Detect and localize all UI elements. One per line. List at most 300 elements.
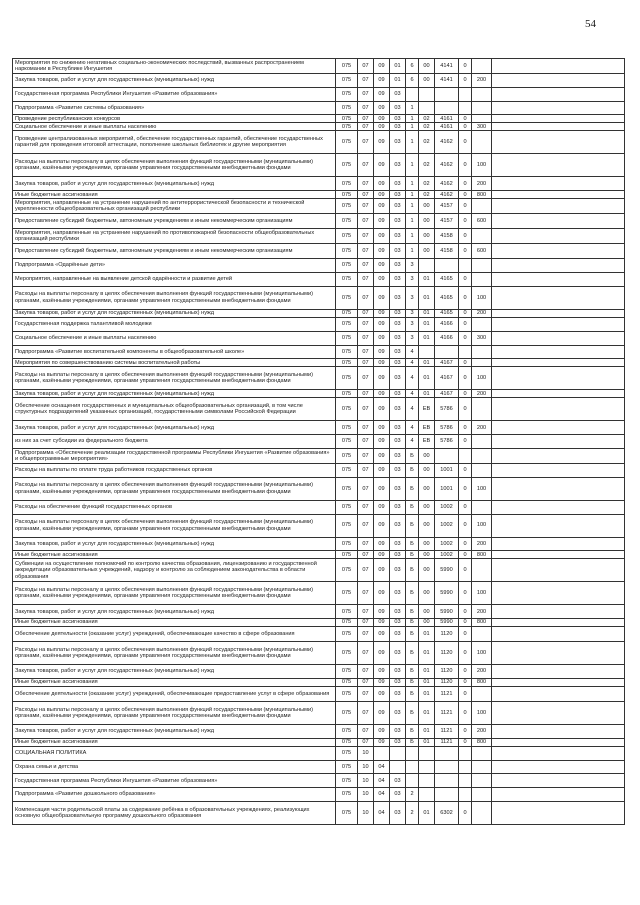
table-row: [13, 101, 625, 115]
code-extra-cell: 0: [459, 679, 472, 687]
code-program-cell: 03: [390, 500, 406, 514]
code-program-cell: 03: [390, 345, 406, 359]
row-name-cell: Закупка товаров, работ и услуг для государственных (муниципальных) нужд: [13, 665, 336, 679]
spacer-cell: [492, 59, 625, 74]
code-program-cell: 03: [390, 627, 406, 642]
code-direction-cell: 4162: [435, 191, 459, 199]
row-name-cell: Предоставление субсидий бюджетным, автономным учреждениям и иным некоммерческим организациям: [13, 244, 336, 259]
code-subsection-cell: 09: [374, 359, 390, 367]
row-name-cell: Мероприятия, направленные на устранение нарушений по антитеррористической безопасности и технической укрепленности общеобразовательных организаций республики: [13, 199, 336, 214]
code-direction-cell: [435, 760, 459, 774]
code-subsection-cell: 09: [374, 131, 390, 154]
code-direction-cell: 1002: [435, 514, 459, 537]
code-extra-cell: 0: [459, 619, 472, 627]
code-subsection-cell: 09: [374, 514, 390, 537]
row-name-cell: Иные бюджетные ассигнования: [13, 679, 336, 687]
code-program-cell: 03: [390, 191, 406, 199]
spacer-cell: [492, 214, 625, 229]
table-row: [13, 317, 625, 331]
code-section-cell: 07: [358, 273, 374, 287]
code-subprogram-cell: Б: [406, 738, 419, 746]
spacer-cell: [492, 131, 625, 154]
code-program-cell: 03: [390, 687, 406, 702]
row-name-cell: Расходы на выплаты персоналу в целях обеспечения выполнения функций государственными (муниципальными) органами, казёнными учреждениями, органами управления государственными внебюджетными фондами: [13, 286, 336, 309]
row-name-cell: Обеспечение деятельности (оказание услуг) учреждений, обеспечивающие качество в сфере образования: [13, 627, 336, 642]
spacer-cell: [492, 537, 625, 551]
budget-table: [12, 58, 625, 825]
spacer-cell: [492, 514, 625, 537]
code-program-cell: 03: [390, 398, 406, 421]
code-extra-cell: 0: [459, 559, 472, 582]
code-extra-cell: 0: [459, 390, 472, 398]
table-row: [13, 273, 625, 287]
code-admin-cell: 075: [336, 123, 358, 131]
code-direction-cell: 1001: [435, 463, 459, 477]
code-direction-cell: 4167: [435, 359, 459, 367]
code-subprogram-cell: Б: [406, 642, 419, 665]
code-direction-cell: [435, 448, 459, 463]
row-name-cell: Закупка товаров, работ и услуг для государственных (муниципальных) нужд: [13, 74, 336, 88]
code-subsection-cell: 09: [374, 702, 390, 725]
code-main-event-cell: [419, 259, 435, 273]
code-admin-cell: 075: [336, 244, 358, 259]
code-subsection-cell: 09: [374, 421, 390, 435]
code-section-cell: 07: [358, 177, 374, 191]
row-name-cell: Расходы на выплаты персоналу в целях обеспечения выполнения функций государственными (муниципальными) органами, казёнными учреждениями, органами управления государственными внебюджетными фондами: [13, 367, 336, 390]
code-direction-cell: 5990: [435, 605, 459, 619]
code-extra-cell: 0: [459, 582, 472, 605]
table-row: [13, 199, 625, 214]
code-program-cell: 03: [390, 477, 406, 500]
code-direction-cell: [435, 101, 459, 115]
code-expense-type-cell: 100: [472, 154, 492, 177]
code-section-cell: 07: [358, 582, 374, 605]
code-admin-cell: 075: [336, 191, 358, 199]
spacer-cell: [492, 448, 625, 463]
code-subsection-cell: 09: [374, 398, 390, 421]
code-admin-cell: 075: [336, 367, 358, 390]
table-row: [13, 537, 625, 551]
table-row: [13, 286, 625, 309]
code-main-event-cell: 00: [419, 59, 435, 74]
code-admin-cell: 075: [336, 605, 358, 619]
spacer-cell: [492, 642, 625, 665]
code-program-cell: 03: [390, 199, 406, 214]
code-extra-cell: 0: [459, 725, 472, 739]
code-section-cell: 10: [358, 746, 374, 760]
code-extra-cell: 0: [459, 738, 472, 746]
table-row: [13, 746, 625, 760]
code-program-cell: 03: [390, 273, 406, 287]
code-direction-cell: 4167: [435, 390, 459, 398]
code-main-event-cell: 01: [419, 273, 435, 287]
code-admin-cell: 075: [336, 500, 358, 514]
code-expense-type-cell: [472, 317, 492, 331]
code-subsection-cell: 09: [374, 199, 390, 214]
code-direction-cell: 4141: [435, 59, 459, 74]
code-main-event-cell: EB: [419, 435, 435, 449]
table-row: [13, 390, 625, 398]
table-row: [13, 463, 625, 477]
code-extra-cell: [459, 774, 472, 788]
spacer-cell: [492, 123, 625, 131]
code-admin-cell: 075: [336, 435, 358, 449]
code-admin-cell: 075: [336, 463, 358, 477]
code-section-cell: 07: [358, 87, 374, 101]
spacer-cell: [492, 774, 625, 788]
spacer-cell: [492, 244, 625, 259]
code-subprogram-cell: 4: [406, 435, 419, 449]
code-main-event-cell: 01: [419, 390, 435, 398]
row-name-cell: Государственная программа Республики Ингушетия «Развитие образования»: [13, 774, 336, 788]
code-direction-cell: [435, 87, 459, 101]
code-section-cell: 07: [358, 286, 374, 309]
code-admin-cell: 075: [336, 131, 358, 154]
row-name-cell: Расходы на выплаты персоналу в целях обеспечения выполнения функций государственными (муниципальными) органами, казёнными учреждениями, органами управления государственными внебюджетными фондами: [13, 582, 336, 605]
code-subsection-cell: 09: [374, 177, 390, 191]
code-extra-cell: [459, 345, 472, 359]
code-subprogram-cell: 2: [406, 788, 419, 802]
code-expense-type-cell: [472, 115, 492, 123]
spacer-cell: [492, 559, 625, 582]
code-direction-cell: [435, 259, 459, 273]
code-extra-cell: 0: [459, 191, 472, 199]
table-row: [13, 642, 625, 665]
code-section-cell: 07: [358, 74, 374, 88]
code-subprogram-cell: 1: [406, 214, 419, 229]
code-main-event-cell: 01: [419, 687, 435, 702]
code-expense-type-cell: 100: [472, 582, 492, 605]
code-program-cell: 03: [390, 131, 406, 154]
code-program-cell: 03: [390, 214, 406, 229]
code-main-event-cell: 02: [419, 154, 435, 177]
code-expense-type-cell: 100: [472, 367, 492, 390]
row-name-cell: Государственная поддержка талантливой молодежи: [13, 317, 336, 331]
code-subsection-cell: 09: [374, 738, 390, 746]
code-admin-cell: 075: [336, 665, 358, 679]
code-section-cell: 07: [358, 123, 374, 131]
code-expense-type-cell: 200: [472, 537, 492, 551]
code-subsection-cell: 09: [374, 725, 390, 739]
code-subsection-cell: 09: [374, 582, 390, 605]
code-section-cell: 07: [358, 642, 374, 665]
code-subsection-cell: 09: [374, 317, 390, 331]
code-extra-cell: 0: [459, 665, 472, 679]
code-subsection-cell: 09: [374, 191, 390, 199]
table-row: [13, 627, 625, 642]
code-section-cell: 07: [358, 514, 374, 537]
code-direction-cell: 6302: [435, 802, 459, 825]
code-subprogram-cell: 1: [406, 244, 419, 259]
code-direction-cell: 1121: [435, 738, 459, 746]
code-section-cell: 07: [358, 435, 374, 449]
code-direction-cell: 5990: [435, 619, 459, 627]
code-admin-cell: 075: [336, 74, 358, 88]
table-row: [13, 619, 625, 627]
code-subsection-cell: 09: [374, 627, 390, 642]
spacer-cell: [492, 154, 625, 177]
code-subprogram-cell: 1: [406, 101, 419, 115]
table-row: [13, 559, 625, 582]
row-name-cell: Закупка товаров, работ и услуг для государственных (муниципальных) нужд: [13, 537, 336, 551]
code-expense-type-cell: [472, 760, 492, 774]
code-main-event-cell: 01: [419, 359, 435, 367]
code-subsection-cell: 04: [374, 774, 390, 788]
code-subprogram-cell: Б: [406, 687, 419, 702]
code-extra-cell: 0: [459, 317, 472, 331]
spacer-cell: [492, 359, 625, 367]
code-section-cell: 07: [358, 551, 374, 559]
code-expense-type-cell: [472, 359, 492, 367]
row-name-cell: Расходы на обеспечение функций государственных органов: [13, 500, 336, 514]
code-program-cell: 03: [390, 259, 406, 273]
code-extra-cell: 0: [459, 551, 472, 559]
code-main-event-cell: 01: [419, 738, 435, 746]
code-program-cell: 03: [390, 619, 406, 627]
spacer-cell: [492, 309, 625, 317]
code-main-event-cell: [419, 760, 435, 774]
code-extra-cell: 0: [459, 537, 472, 551]
code-program-cell: 03: [390, 559, 406, 582]
code-program-cell: 01: [390, 59, 406, 74]
code-subprogram-cell: 4: [406, 359, 419, 367]
code-direction-cell: 5990: [435, 559, 459, 582]
spacer-cell: [492, 87, 625, 101]
spacer-cell: [492, 477, 625, 500]
code-subprogram-cell: Б: [406, 477, 419, 500]
code-expense-type-cell: [472, 687, 492, 702]
code-expense-type-cell: [472, 131, 492, 154]
table-row: [13, 74, 625, 88]
code-extra-cell: 0: [459, 398, 472, 421]
code-direction-cell: 1120: [435, 642, 459, 665]
code-subprogram-cell: Б: [406, 605, 419, 619]
code-extra-cell: 0: [459, 131, 472, 154]
code-section-cell: 10: [358, 802, 374, 825]
code-admin-cell: 075: [336, 582, 358, 605]
code-program-cell: 03: [390, 774, 406, 788]
code-extra-cell: 0: [459, 309, 472, 317]
code-subprogram-cell: Б: [406, 514, 419, 537]
code-program-cell: 03: [390, 87, 406, 101]
table-row: [13, 760, 625, 774]
code-main-event-cell: 00: [419, 582, 435, 605]
code-extra-cell: 0: [459, 627, 472, 642]
code-admin-cell: 075: [336, 725, 358, 739]
code-main-event-cell: [419, 101, 435, 115]
code-direction-cell: 4162: [435, 131, 459, 154]
code-expense-type-cell: [472, 746, 492, 760]
code-subprogram-cell: 3: [406, 331, 419, 345]
code-direction-cell: 5786: [435, 398, 459, 421]
code-direction-cell: 1002: [435, 537, 459, 551]
code-subprogram-cell: [406, 746, 419, 760]
table-row: [13, 802, 625, 825]
code-admin-cell: 075: [336, 802, 358, 825]
table-row: [13, 774, 625, 788]
code-program-cell: 03: [390, 802, 406, 825]
code-program-cell: 03: [390, 665, 406, 679]
code-section-cell: 07: [358, 214, 374, 229]
code-main-event-cell: 01: [419, 702, 435, 725]
table-row: [13, 679, 625, 687]
spacer-cell: [492, 286, 625, 309]
code-admin-cell: 075: [336, 398, 358, 421]
code-admin-cell: 075: [336, 537, 358, 551]
row-name-cell: Мероприятия, направленные на выявление детской одарённости и развитие детей: [13, 273, 336, 287]
code-subsection-cell: 09: [374, 463, 390, 477]
code-program-cell: [390, 760, 406, 774]
code-direction-cell: 5990: [435, 582, 459, 605]
code-main-event-cell: 00: [419, 605, 435, 619]
code-extra-cell: 0: [459, 642, 472, 665]
code-section-cell: 07: [358, 345, 374, 359]
code-direction-cell: [435, 788, 459, 802]
code-main-event-cell: 00: [419, 74, 435, 88]
spacer-cell: [492, 74, 625, 88]
code-subprogram-cell: Б: [406, 619, 419, 627]
spacer-cell: [492, 101, 625, 115]
spacer-cell: [492, 627, 625, 642]
table-row: [13, 177, 625, 191]
code-subprogram-cell: 1: [406, 154, 419, 177]
code-main-event-cell: 00: [419, 214, 435, 229]
code-subsection-cell: 04: [374, 788, 390, 802]
spacer-cell: [492, 760, 625, 774]
table-row: [13, 154, 625, 177]
row-name-cell: Закупка товаров, работ и услуг для государственных (муниципальных) нужд: [13, 309, 336, 317]
code-section-cell: 07: [358, 619, 374, 627]
code-subsection-cell: 09: [374, 679, 390, 687]
spacer-cell: [492, 345, 625, 359]
table-row: [13, 359, 625, 367]
code-subprogram-cell: 1: [406, 177, 419, 191]
row-name-cell: Подпрограмма «Развитие воспитательной компоненты в общеобразовательной школе»: [13, 345, 336, 359]
code-expense-type-cell: [472, 59, 492, 74]
code-direction-cell: 4166: [435, 317, 459, 331]
code-program-cell: 03: [390, 605, 406, 619]
row-name-cell: Закупка товаров, работ и услуг для государственных (муниципальных) нужд: [13, 725, 336, 739]
table-row: [13, 59, 625, 74]
code-program-cell: 03: [390, 537, 406, 551]
table-row: [13, 514, 625, 537]
code-subprogram-cell: 6: [406, 74, 419, 88]
code-admin-cell: 075: [336, 229, 358, 244]
row-name-cell: Охрана семьи и детства: [13, 760, 336, 774]
code-admin-cell: 075: [336, 702, 358, 725]
code-section-cell: 07: [358, 359, 374, 367]
code-main-event-cell: 00: [419, 514, 435, 537]
code-subprogram-cell: Б: [406, 551, 419, 559]
row-name-cell: Расходы на выплаты персоналу в целях обеспечения выполнения функций государственными (муниципальными) органами, казёнными учреждениями, органами управления государственными внебюджетными фондами: [13, 154, 336, 177]
code-subprogram-cell: Б: [406, 463, 419, 477]
code-subprogram-cell: 3: [406, 273, 419, 287]
code-main-event-cell: 01: [419, 627, 435, 642]
code-direction-cell: 1120: [435, 679, 459, 687]
code-program-cell: 03: [390, 738, 406, 746]
code-expense-type-cell: [472, 259, 492, 273]
code-program-cell: 03: [390, 514, 406, 537]
code-extra-cell: 0: [459, 702, 472, 725]
code-expense-type-cell: [472, 559, 492, 582]
table-row: [13, 421, 625, 435]
code-section-cell: 07: [358, 331, 374, 345]
code-direction-cell: 4167: [435, 367, 459, 390]
code-subsection-cell: 09: [374, 115, 390, 123]
code-admin-cell: 075: [336, 551, 358, 559]
code-section-cell: 07: [358, 59, 374, 74]
spacer-cell: [492, 788, 625, 802]
code-expense-type-cell: 200: [472, 605, 492, 619]
code-subsection-cell: 09: [374, 123, 390, 131]
table-row: [13, 448, 625, 463]
code-subsection-cell: 09: [374, 229, 390, 244]
code-expense-type-cell: [472, 87, 492, 101]
code-program-cell: 03: [390, 309, 406, 317]
code-main-event-cell: 00: [419, 551, 435, 559]
row-name-cell: Закупка товаров, работ и услуг для государственных (муниципальных) нужд: [13, 390, 336, 398]
row-name-cell: Социальное обеспечение и иные выплаты населению: [13, 123, 336, 131]
row-name-cell: Социальное обеспечение и иные выплаты населению: [13, 331, 336, 345]
table-row: [13, 551, 625, 559]
code-main-event-cell: 00: [419, 500, 435, 514]
code-main-event-cell: 02: [419, 115, 435, 123]
code-main-event-cell: [419, 87, 435, 101]
code-expense-type-cell: 100: [472, 286, 492, 309]
spacer-cell: [492, 746, 625, 760]
code-expense-type-cell: [472, 802, 492, 825]
code-extra-cell: 0: [459, 463, 472, 477]
code-section-cell: 07: [358, 154, 374, 177]
code-extra-cell: 0: [459, 435, 472, 449]
code-main-event-cell: 00: [419, 244, 435, 259]
code-expense-type-cell: 200: [472, 725, 492, 739]
code-expense-type-cell: 800: [472, 679, 492, 687]
code-subsection-cell: 09: [374, 605, 390, 619]
code-subsection-cell: 04: [374, 802, 390, 825]
code-section-cell: 07: [358, 367, 374, 390]
code-expense-type-cell: 800: [472, 191, 492, 199]
code-expense-type-cell: [472, 448, 492, 463]
code-subsection-cell: 09: [374, 244, 390, 259]
code-subsection-cell: 09: [374, 259, 390, 273]
code-main-event-cell: 00: [419, 463, 435, 477]
code-extra-cell: 0: [459, 477, 472, 500]
code-admin-cell: 075: [336, 738, 358, 746]
spacer-cell: [492, 582, 625, 605]
code-subprogram-cell: Б: [406, 537, 419, 551]
spacer-cell: [492, 177, 625, 191]
row-name-cell: Проведение централизованных мероприятий, обеспечение государственных гарантий, обеспечение государственных гарантий для проведения итоговой аттестации, пополнение школьных библиотек и другие мероприятия: [13, 131, 336, 154]
code-expense-type-cell: 100: [472, 477, 492, 500]
code-subsection-cell: 09: [374, 537, 390, 551]
code-admin-cell: 075: [336, 421, 358, 435]
code-admin-cell: 075: [336, 59, 358, 74]
code-extra-cell: 0: [459, 687, 472, 702]
code-expense-type-cell: 100: [472, 702, 492, 725]
table-row: [13, 259, 625, 273]
code-expense-type-cell: [472, 273, 492, 287]
code-direction-cell: 1002: [435, 500, 459, 514]
code-expense-type-cell: 800: [472, 619, 492, 627]
code-direction-cell: 5786: [435, 421, 459, 435]
code-main-event-cell: 01: [419, 286, 435, 309]
row-name-cell: Расходы на выплаты персоналу в целях обеспечения выполнения функций государственными (муниципальными) органами, казёнными учреждениями, органами управления государственными внебюджетными фондами: [13, 642, 336, 665]
spacer-cell: [492, 191, 625, 199]
code-expense-type-cell: [472, 345, 492, 359]
code-subprogram-cell: Б: [406, 725, 419, 739]
row-name-cell: СОЦИАЛЬНАЯ ПОЛИТИКА: [13, 746, 336, 760]
